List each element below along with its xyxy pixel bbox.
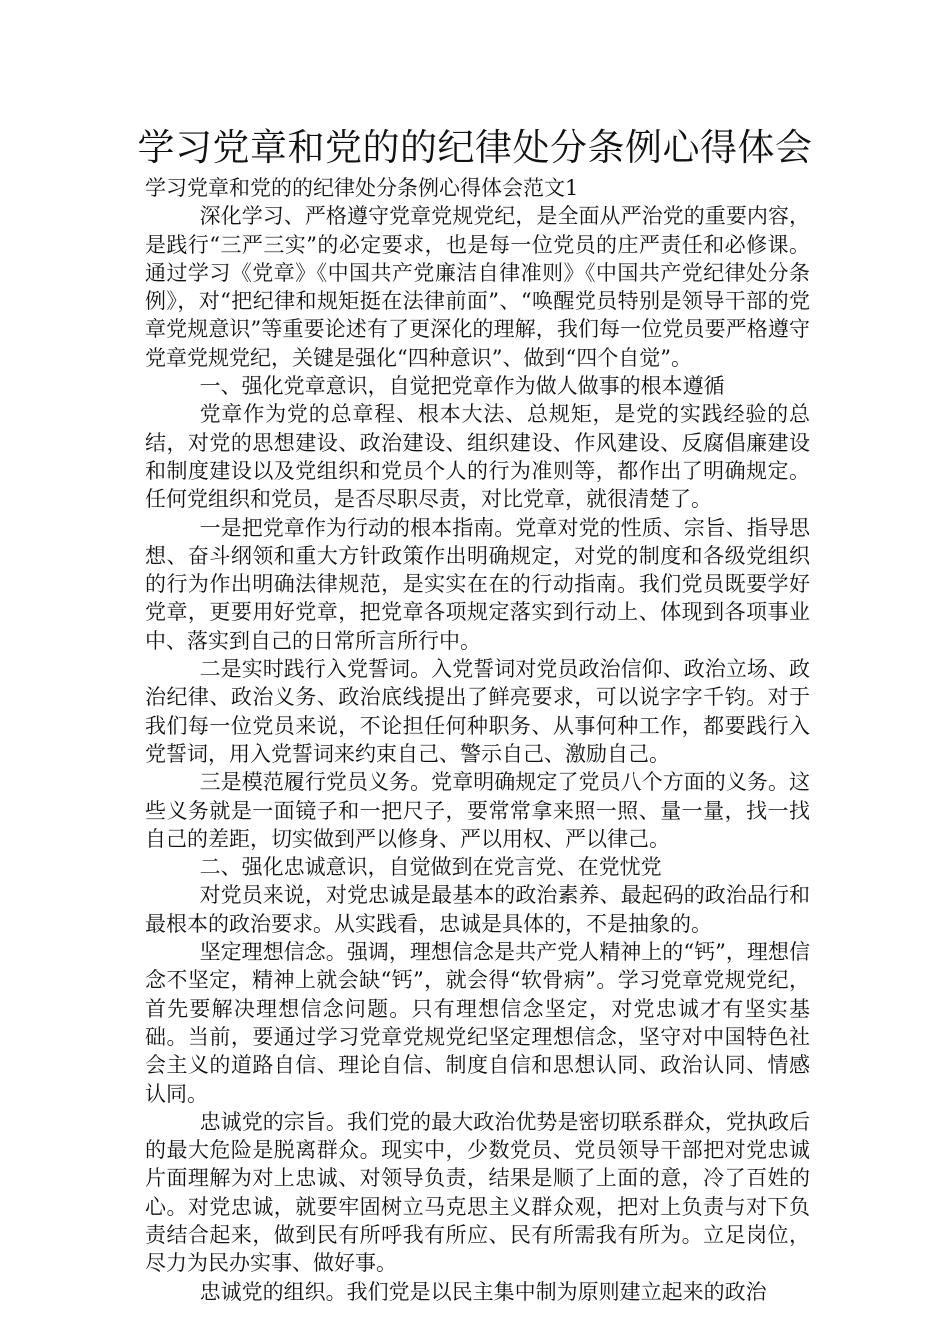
paragraph: 一是把党章作为行动的根本指南。党章对党的性质、宗旨、指导思想、奋斗纲领和重大方针政策作出明确规定，对党的制度和各级党组织的行为作出明确法律规范，是实实在在的行动指南。我们党员既要学好党章，更要用好党章，把党章各项规定落实到行动上、体现到各项事业中、落实到自己的日常所言所行中。 [145,515,810,653]
document-body [145,174,810,1306]
document-title: 学习党章和党的的纪律处分条例心得体会 [137,126,813,169]
paragraph: 忠诚党的组织。我们党是以民主集中制为原则建立起来的政治 [199,1279,767,1304]
paragraph: 二是实时践行入党誓词。入党誓词对党员政治信仰、政治立场、政治纪律、政治义务、政治底线提出了鲜亮要求，可以说字字千钧。对于我们每一位党员来说，不论担任何种职务、从事何种工作，都要践行入党誓词，用入党誓词来约束自己、警示自己、激励自己。 [145,657,810,766]
section-heading-2: 二、强化忠诚意识，自觉做到在党言党、在党忧党 [199,855,662,880]
paragraph: 党章作为党的总章程、根本大法、总规矩，是党的实践经验的总结，对党的思想建设、政治建设、组织建设、作风建设、反腐倡廉建设和制度建设以及党组织和党员个人的行为准则等，都作出了明确规定。任何党组织和党员，是否尽职尽责，对比党章，就很清楚了。 [145,402,810,512]
paragraph: 坚定理想信念。强调，理想信念是共产党人精神上的“钙”，理想信念不坚定，精神上就会缺“钙”，就会得“软骨病”。学习党章党规党纪，首先要解决理想信念问题。只有理想信念坚定，对党忠诚才有坚实基础。当前，要通过学习党章党规党纪坚定理想信念，坚守对中国特色社会主义的道路自信、理论自信、制度自信和思想认同、政治认同、情感认同。 [145,940,810,1106]
paragraph: 忠诚党的宗旨。我们党的最大政治优势是密切联系群众，党执政后的最大危险是脱离群众。现实中，少数党员、党员领导干部把对党忠诚片面理解为对上忠诚、对领导负责，结果是顺了上面的意，冷了百姓的心。对党忠诚，就要牢固树立马克思主义群众观，把对上负责与对下负责结合起来，做到民有所呼我有所应、民有所需我有所为。立足岗位，尽力为民办实事、做好事。 [145,1109,810,1276]
paragraph: 三是模范履行党员义务。党章明确规定了党员八个方面的义务。这些义务就是一面镜子和一把尺子，要常常拿来照一照、量一量，找一找自己的差距，切实做到严以修身、严以用权、严以律己。 [145,770,810,851]
section-heading-1: 一、强化党章意识，自觉把党章作为做人做事的根本遵循 [199,374,725,399]
paragraph-intro: 深化学习、严格遵守党章党规党纪，是全面从严治党的重要内容，是践行“三严三实”的必定要求，也是每一位党员的庄严责任和必修课。通过学习《党章》《中国共产党廉洁自律准则》《中国共产党纪律处分条例》，对“把纪律和规矩挺在法律前面”、“唤醒党员特别是领导干部的党章党规意识”等重要论述有了更深化的理解，我们每一位党员要严格遵守党章党规党纪，关键是强化“四种意识”、做到“四个自觉”。 [145,204,810,370]
document-subtitle: 学习党章和党的的纪律处分条例心得体会范文1 [145,176,579,200]
paragraph: 对党员来说，对党忠诚是最基本的政治素养、最起码的政治品行和最根本的政治要求。从实践看，忠诚是具体的，不是抽象的。 [145,883,810,936]
